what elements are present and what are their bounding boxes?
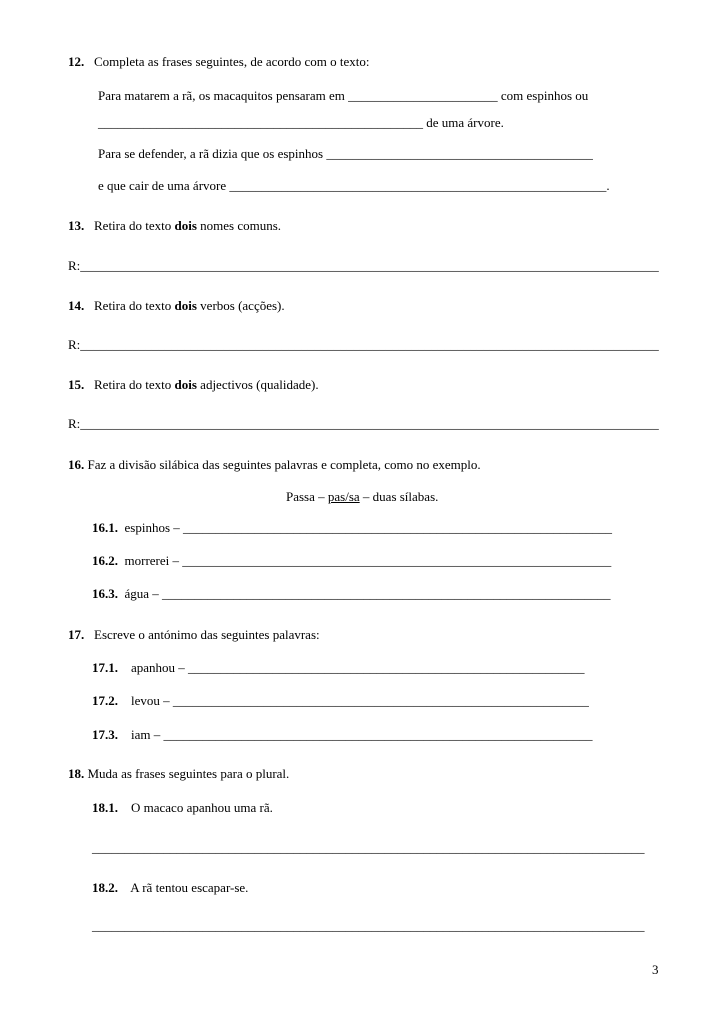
q12-s3-text: Para se defender, a rã dizia que os espinhos: [98, 146, 324, 161]
q17-number: 17.: [68, 627, 85, 642]
q17-item-1: [92, 660, 585, 676]
q16-example-rest: – duas sílabas.: [362, 489, 439, 504]
q12-s1-text: Para matarem a rã, os macaquitos pensaram em: [98, 88, 345, 103]
q14-prompt-pre: Retira do texto: [94, 298, 172, 313]
q15-prompt-post: adjectivos (qualidade).: [200, 377, 319, 392]
q15-prompt-bold: dois: [174, 377, 197, 392]
q17-item-word: apanhou –: [131, 660, 189, 675]
q18-heading: [68, 766, 289, 782]
q18-number: 18.: [68, 766, 85, 781]
q16-item-number: 16.3.: [92, 586, 118, 601]
q12-s3-blank[interactable]: _________________________________________: [326, 146, 593, 161]
q18-item-2-answer[interactable]: _____________________________________________________________________________________: [92, 918, 645, 933]
q16-item-blank[interactable]: __________________________________________________________________: [183, 520, 612, 535]
q16-item-word: espinhos –: [124, 520, 183, 535]
q16-example-word: Passa –: [286, 489, 325, 504]
q12-s2-blank[interactable]: __________________________________________________: [98, 115, 423, 130]
q13-prompt-bold: dois: [174, 218, 197, 233]
q16-example: [286, 489, 438, 505]
q18-item-number: 18.2.: [92, 880, 118, 895]
q17-item-3: [92, 727, 593, 743]
q18-prompt: Muda as frases seguintes para o plural.: [87, 766, 290, 781]
q13-answer-line[interactable]: R:_________________________________________________________________________________________: [68, 258, 659, 273]
q15-number: 15.: [68, 377, 85, 392]
q16-number: 16.: [68, 457, 85, 472]
q17-prompt: Escreve o antónimo das seguintes palavras:: [94, 627, 320, 642]
q17-item-2: [92, 693, 589, 709]
q12-sentence-3: [98, 146, 593, 162]
q18-item-number: 18.1.: [92, 800, 118, 815]
q14-prompt-post: verbos (acções).: [200, 298, 285, 313]
q12-s1-blank[interactable]: _______________________: [348, 88, 498, 103]
q12-heading: [68, 54, 369, 70]
q16-item-number: 16.1.: [92, 520, 118, 535]
q12-sentence-2: [98, 115, 504, 131]
q17-item-number: 17.1.: [92, 660, 118, 675]
q16-prompt: Faz a divisão silábica das seguintes palavras e completa, como no exemplo.: [87, 457, 481, 472]
q14-number: 14.: [68, 298, 85, 313]
q17-item-number: 17.3.: [92, 727, 118, 742]
q15-heading: [68, 377, 319, 393]
q12-sentence-4: [98, 178, 610, 194]
q12-number: 12.: [68, 54, 85, 69]
q16-item-3: [92, 586, 611, 602]
q16-item-number: 16.2.: [92, 553, 118, 568]
q12-s4-blank[interactable]: __________________________________________________________.: [229, 178, 610, 193]
q17-item-word: iam –: [131, 727, 164, 742]
q16-item-word: morrerei –: [124, 553, 183, 568]
q14-answer-line[interactable]: R:_________________________________________________________________________________________: [68, 337, 659, 352]
q13-prompt-pre: Retira do texto: [94, 218, 172, 233]
q18-item-sentence: O macaco apanhou uma rã.: [131, 800, 273, 815]
q18-item-2: [92, 880, 248, 896]
q16-heading: [68, 457, 481, 473]
q12-sentence-1: [98, 88, 588, 104]
q12-s1-text-end: com espinhos ou: [500, 88, 589, 103]
q17-heading: [68, 627, 320, 643]
q15-answer-line[interactable]: R:_________________________________________________________________________________________: [68, 416, 659, 431]
q15-prompt-pre: Retira do texto: [94, 377, 172, 392]
q17-item-number: 17.2.: [92, 693, 118, 708]
q13-prompt-post: nomes comuns.: [200, 218, 282, 233]
q17-item-blank[interactable]: _____________________________________________________________: [188, 660, 585, 675]
q17-item-word: levou –: [131, 693, 173, 708]
q12-s2-text-end: de uma árvore.: [426, 115, 504, 130]
q14-heading: [68, 298, 285, 314]
q13-heading: [68, 218, 281, 234]
q18-item-sentence: A rã tentou escapar-se.: [130, 880, 249, 895]
q16-item-blank[interactable]: _____________________________________________________________________: [162, 586, 611, 601]
q13-number: 13.: [68, 218, 85, 233]
q16-example-split: pas/sa: [327, 489, 360, 504]
page-number: 3: [652, 962, 659, 977]
q16-item-word: água –: [124, 586, 163, 601]
q16-item-blank[interactable]: __________________________________________________________________: [182, 553, 612, 568]
q16-item-2: [92, 553, 611, 569]
q12-prompt: Completa as frases seguintes, de acordo com o texto:: [94, 54, 370, 69]
q12-s4-text: e que cair de uma árvore: [98, 178, 227, 193]
q16-item-1: [92, 520, 612, 536]
q18-item-1: [92, 800, 273, 816]
q18-item-1-answer[interactable]: _____________________________________________________________________________________: [92, 840, 645, 855]
q17-item-blank[interactable]: __________________________________________________________________: [163, 727, 593, 742]
q14-prompt-bold: dois: [174, 298, 197, 313]
q17-item-blank[interactable]: ________________________________________________________________: [172, 693, 589, 708]
